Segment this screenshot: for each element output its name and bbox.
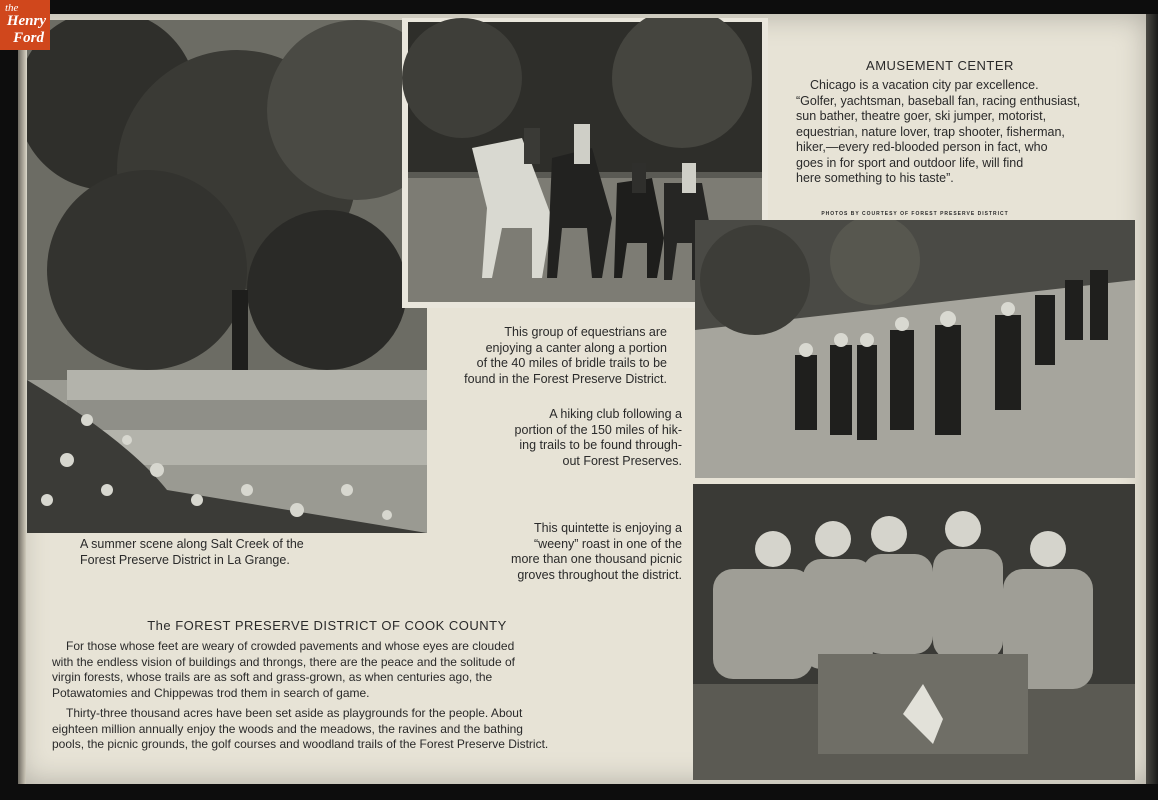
page-edge xyxy=(1146,14,1158,784)
article-para-1: For those whose feet are weary of crowded pavements and whose eyes are clouded with the endless vision of buildings and throngs, there are the peace and the solitude of virgin forests, whose trails are as soft and grass-grown, as when centuries ago, the Potawatomies and Chippewas trod them in search of game. xyxy=(52,639,515,700)
article-para-2: Thirty-three thousand acres have been set aside as playgrounds for the people. About eighteen million annually enjoy the woods and the meadows, the ravines and the bathing pools, the picnic grounds, the golf courses and woodland trails of the Forest Preserve District. xyxy=(52,706,549,751)
equestrians-caption: This group of equestrians are enjoying a canter along a portion of the 40 miles of bridle trails to be found in the Forest Preserve District. xyxy=(464,325,667,386)
hiking-caption: A hiking club following a portion of the 150 miles of hik- ing trails to be found through- out Forest Preserves. xyxy=(514,407,682,468)
quintette-caption: This quintette is enjoying a “weeny” roast in one of the more than one thousand picnic groves throughout the district. xyxy=(511,521,682,582)
article-heading: The FOREST PRESERVE DISTRICT OF COOK COUNTY xyxy=(147,618,507,633)
amusement-heading: AMUSEMENT CENTER xyxy=(866,58,1014,73)
salt-creek-photo xyxy=(27,20,427,533)
salt-creek-caption: A summer scene along Salt Creek of the Forest Preserve District in La Grange. xyxy=(80,537,304,567)
hiking-club-photo xyxy=(695,220,1135,478)
henry-ford-logo: the Henry Ford xyxy=(0,0,50,50)
photo-credit: PHOTOS BY COURTESY OF FOREST PRESERVE DISTRICT xyxy=(821,211,1009,217)
page-spine xyxy=(18,14,26,784)
weeny-roast-photo xyxy=(693,484,1135,780)
amusement-text: Chicago is a vacation city par excellence. “Golfer, yachtsman, baseball fan, racing enthusiast, sun bather, theatre goer, ski jumper, motorist, equestrian, nature lover, trap shooter, fisherman, hiker,—every red-blooded person in fact, who goes in for sport and outdoor life, will find here something to his taste”. xyxy=(796,78,1081,185)
